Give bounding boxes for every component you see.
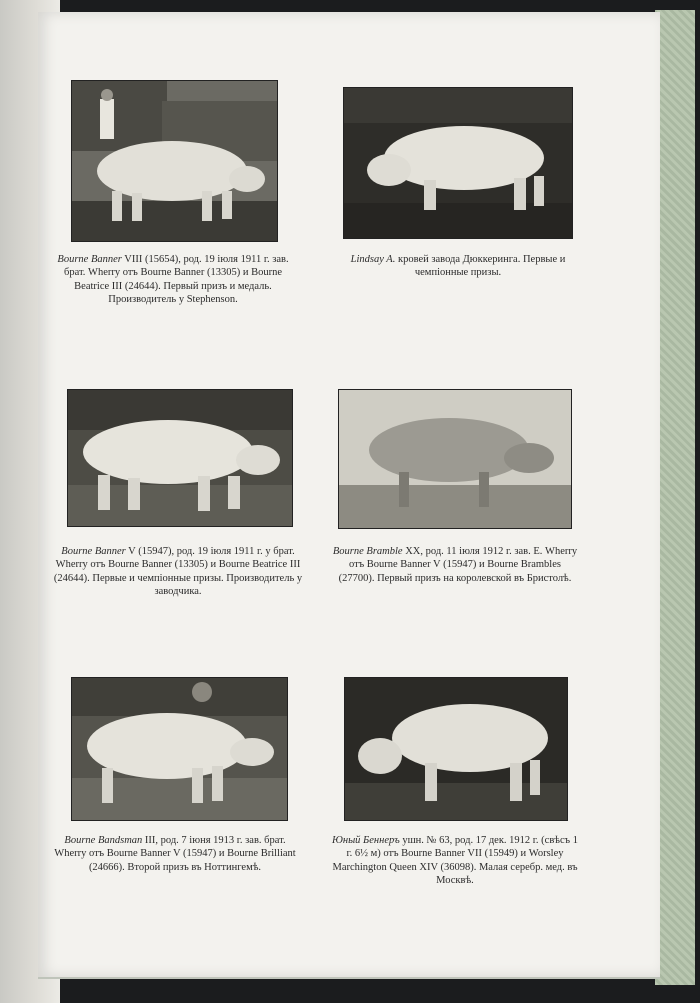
caption-text: VIII (15654), род. 19 iюля 1911 г. зав. брат. Wherry отъ Bourne Banner (13305) и Bourne Beatrice III (24644). Первый призъ и медаль. Производитель у Stephenson. — [64, 254, 289, 306]
book-cover-edge — [655, 10, 695, 985]
caption-name: Lindsay A. — [350, 254, 396, 265]
caption-name: Bourne Bramble — [332, 546, 403, 557]
pig-photo-bourne-bramble-xx — [338, 389, 572, 529]
caption-name: Юный Беннеръ — [332, 835, 400, 846]
pig-photo-bourne-bandsman-iii — [71, 677, 288, 821]
caption-name: Bourne Banner — [61, 546, 126, 557]
caption-lindsay-a — [333, 253, 583, 280]
caption-bourne-banner-viii — [48, 253, 298, 307]
pig-photo-bourne-banner-v — [67, 389, 293, 527]
caption-bourne-bandsman-iii — [50, 834, 300, 874]
pig-photo-yuny-benner — [344, 677, 568, 821]
caption-bourne-bramble-xx — [330, 545, 580, 585]
caption-text: XX, род. 11 iюля 1912 г. зав. Е. Wherry отъ Bourne Banner V (15947) и Bourne Brambles (27700). Первый призъ на королевской въ Бристолѣ. — [338, 546, 578, 584]
caption-text: кровей завода Дюккеринга. Первые и чемпiонные призы. — [395, 254, 566, 279]
caption-name: Bourne Banner — [57, 254, 122, 265]
caption-bourne-banner-v — [53, 545, 303, 599]
caption-yuny-benner — [330, 834, 580, 888]
pig-photo-lindsay-a — [343, 87, 573, 239]
caption-name: Bourne Bandsman — [64, 835, 143, 846]
pig-photo-bourne-banner-viii — [71, 80, 278, 242]
caption-text: ушн. № 63, род. 17 дек. 1912 г. (свѣсъ 1 г. 6½ м) отъ Bourne Banner VII (15949) и Worsley Marchington Queen XIV (36098). Малая серебр. мед. въ Москвѣ. — [332, 835, 578, 887]
book-page — [38, 12, 660, 979]
caption-text: V (15947), род. 19 iюля 1911 г. у брат. Wherry отъ Bourne Banner (13305) и Bourne Beatrice III (24644). Первые и чемпiонные призы. Производитель у заводчика. — [53, 546, 303, 598]
caption-text: III, род. 7 iюня 1913 г. зав. брат. Wherry отъ Bourne Banner V (15947) и Bourne Brilliant (24666). Второй призъ въ Ноттингемѣ. — [54, 835, 296, 873]
